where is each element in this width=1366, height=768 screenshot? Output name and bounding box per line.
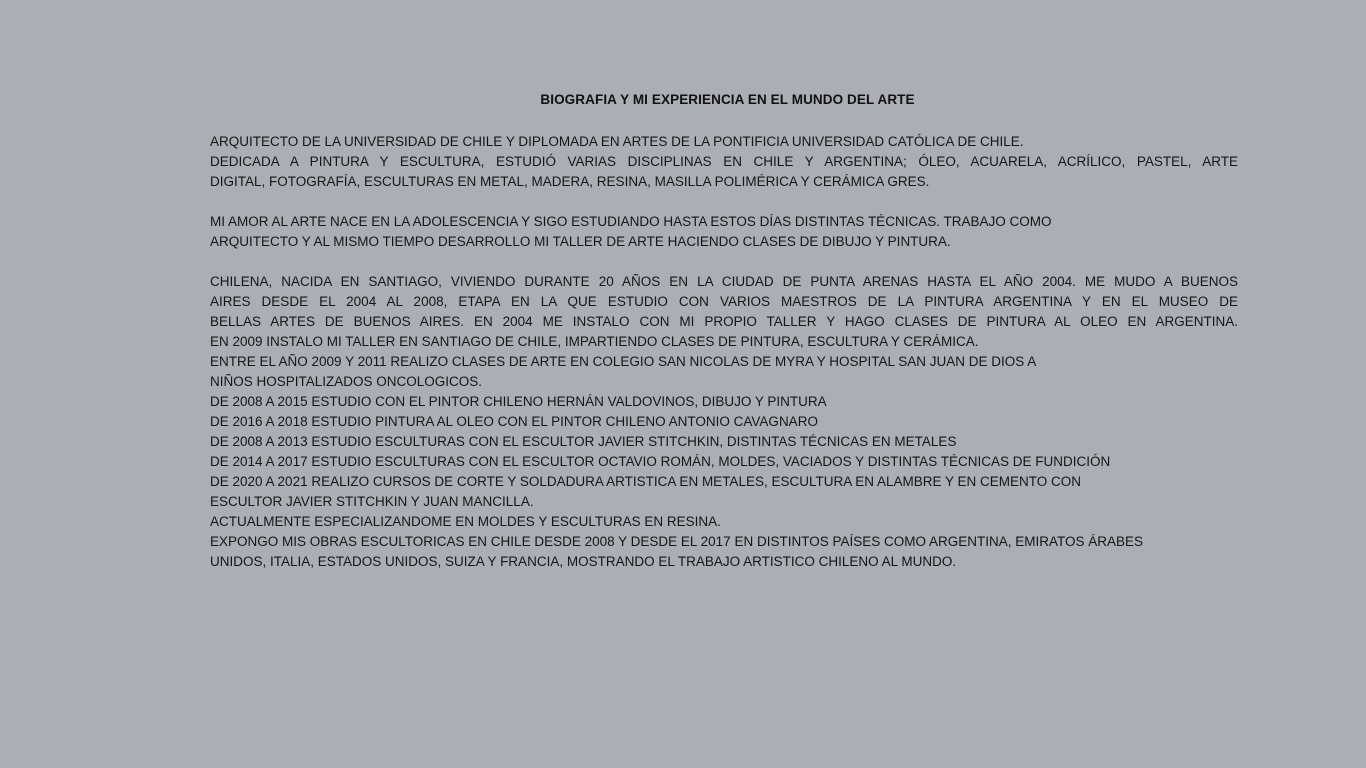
text-line: DE 2008 A 2013 ESTUDIO ESCULTURAS CON EL ESCULTOR JAVIER STITCHKIN, DISTINTAS TÉCNICAS EN METALES: [210, 434, 957, 449]
text-line: NIÑOS HOSPITALIZADOS ONCOLOGICOS.: [210, 374, 483, 389]
text-line: DEDICADA A PINTURA Y ESCULTURA, ESTUDIÓ VARIAS DISCIPLINAS EN CHILE Y ARGENTINA; ÓLEO, ACUARELA, ACRÍLICO, PASTEL, ARTE: [210, 154, 1238, 169]
text-line: ARQUITECTO DE LA UNIVERSIDAD DE CHILE Y DIPLOMADA EN ARTES DE LA PONTIFICIA UNIVERSIDAD CATÓLICA DE CHILE.: [210, 134, 1024, 149]
text-line: AIRES DESDE EL 2004 AL 2008, ETAPA EN LA QUE ESTUDIO CON VARIOS MAESTROS DE LA PINTURA ARGENTINA Y EN EL MUSEO DE: [210, 294, 1238, 309]
biography-text: [210, 132, 1238, 572]
text-line: ESCULTOR JAVIER STITCHKIN Y JUAN MANCILLA.: [210, 494, 534, 509]
text-line: DIGITAL, FOTOGRAFÍA, ESCULTURAS EN METAL, MADERA, RESINA, MASILLA POLIMÉRICA Y CERÁMICA GRES.: [210, 174, 930, 189]
text-line: EXPONGO MIS OBRAS ESCULTORICAS EN CHILE DESDE 2008 Y DESDE EL 2017 EN DISTINTOS PAÍSES COMO ARGENTINA, EMIRATOS ÁRABES: [210, 534, 1144, 549]
paragraph-spacer: [210, 252, 1238, 272]
text-line: DE 2016 A 2018 ESTUDIO PINTURA AL OLEO CON EL PINTOR CHILENO ANTONIO CAVAGNARO: [210, 414, 818, 429]
text-line: BELLAS ARTES DE BUENOS AIRES. EN 2004 ME INSTALO CON MI PROPIO TALLER Y HAGO CLASES DE PINTURA AL OLEO EN ARGENTINA.: [210, 314, 1238, 329]
text-line: DE 2020 A 2021 REALIZO CURSOS DE CORTE Y SOLDADURA ARTISTICA EN METALES, ESCULTURA EN ALAMBRE Y EN CEMENTO CON: [210, 474, 1082, 489]
page-title: BIOGRAFIA Y MI EXPERIENCIA EN EL MUNDO DEL ARTE: [540, 92, 915, 107]
text-line: DE 2008 A 2015 ESTUDIO CON EL PINTOR CHILENO HERNÁN VALDOVINOS, DIBUJO Y PINTURA: [210, 394, 827, 409]
text-line: MI AMOR AL ARTE NACE EN LA ADOLESCENCIA Y SIGO ESTUDIANDO HASTA ESTOS DÍAS DISTINTAS TÉCNICAS. TRABAJO COMO: [210, 214, 1052, 229]
text-line: ARQUITECTO Y AL MISMO TIEMPO DESARROLLO MI TALLER DE ARTE HACIENDO CLASES DE DIBUJO Y PINTURA.: [210, 234, 951, 249]
paragraph-education: [210, 132, 1238, 192]
text-line: ACTUALMENTE ESPECIALIZANDOME EN MOLDES Y ESCULTURAS EN RESINA.: [210, 514, 721, 529]
text-line: UNIDOS, ITALIA, ESTADOS UNIDOS, SUIZA Y FRANCIA, MOSTRANDO EL TRABAJO ARTISTICO CHILENO AL MUNDO.: [210, 554, 957, 569]
text-line: EN 2009 INSTALO MI TALLER EN SANTIAGO DE CHILE, IMPARTIENDO CLASES DE PINTURA, ESCULTURA Y CERÁMICA.: [210, 334, 979, 349]
paragraph-spacer: [210, 192, 1238, 212]
text-line: ENTRE EL AÑO 2009 Y 2011 REALIZO CLASES DE ARTE EN COLEGIO SAN NICOLAS DE MYRA Y HOSPITAL SAN JUAN DE DIOS A: [210, 354, 1037, 369]
text-line: DE 2014 A 2017 ESTUDIO ESCULTURAS CON EL ESCULTOR OCTAVIO ROMÁN, MOLDES, VACIADOS Y DISTINTAS TÉCNICAS DE FUNDICIÓN: [210, 454, 1111, 469]
paragraph-career: [210, 272, 1238, 572]
text-line: CHILENA, NACIDA EN SANTIAGO, VIVIENDO DURANTE 20 AÑOS EN LA CIUDAD DE PUNTA ARENAS HASTA EL AÑO 2004. ME MUDO A BUENOS: [210, 274, 1238, 289]
paragraph-passion: [210, 212, 1238, 252]
